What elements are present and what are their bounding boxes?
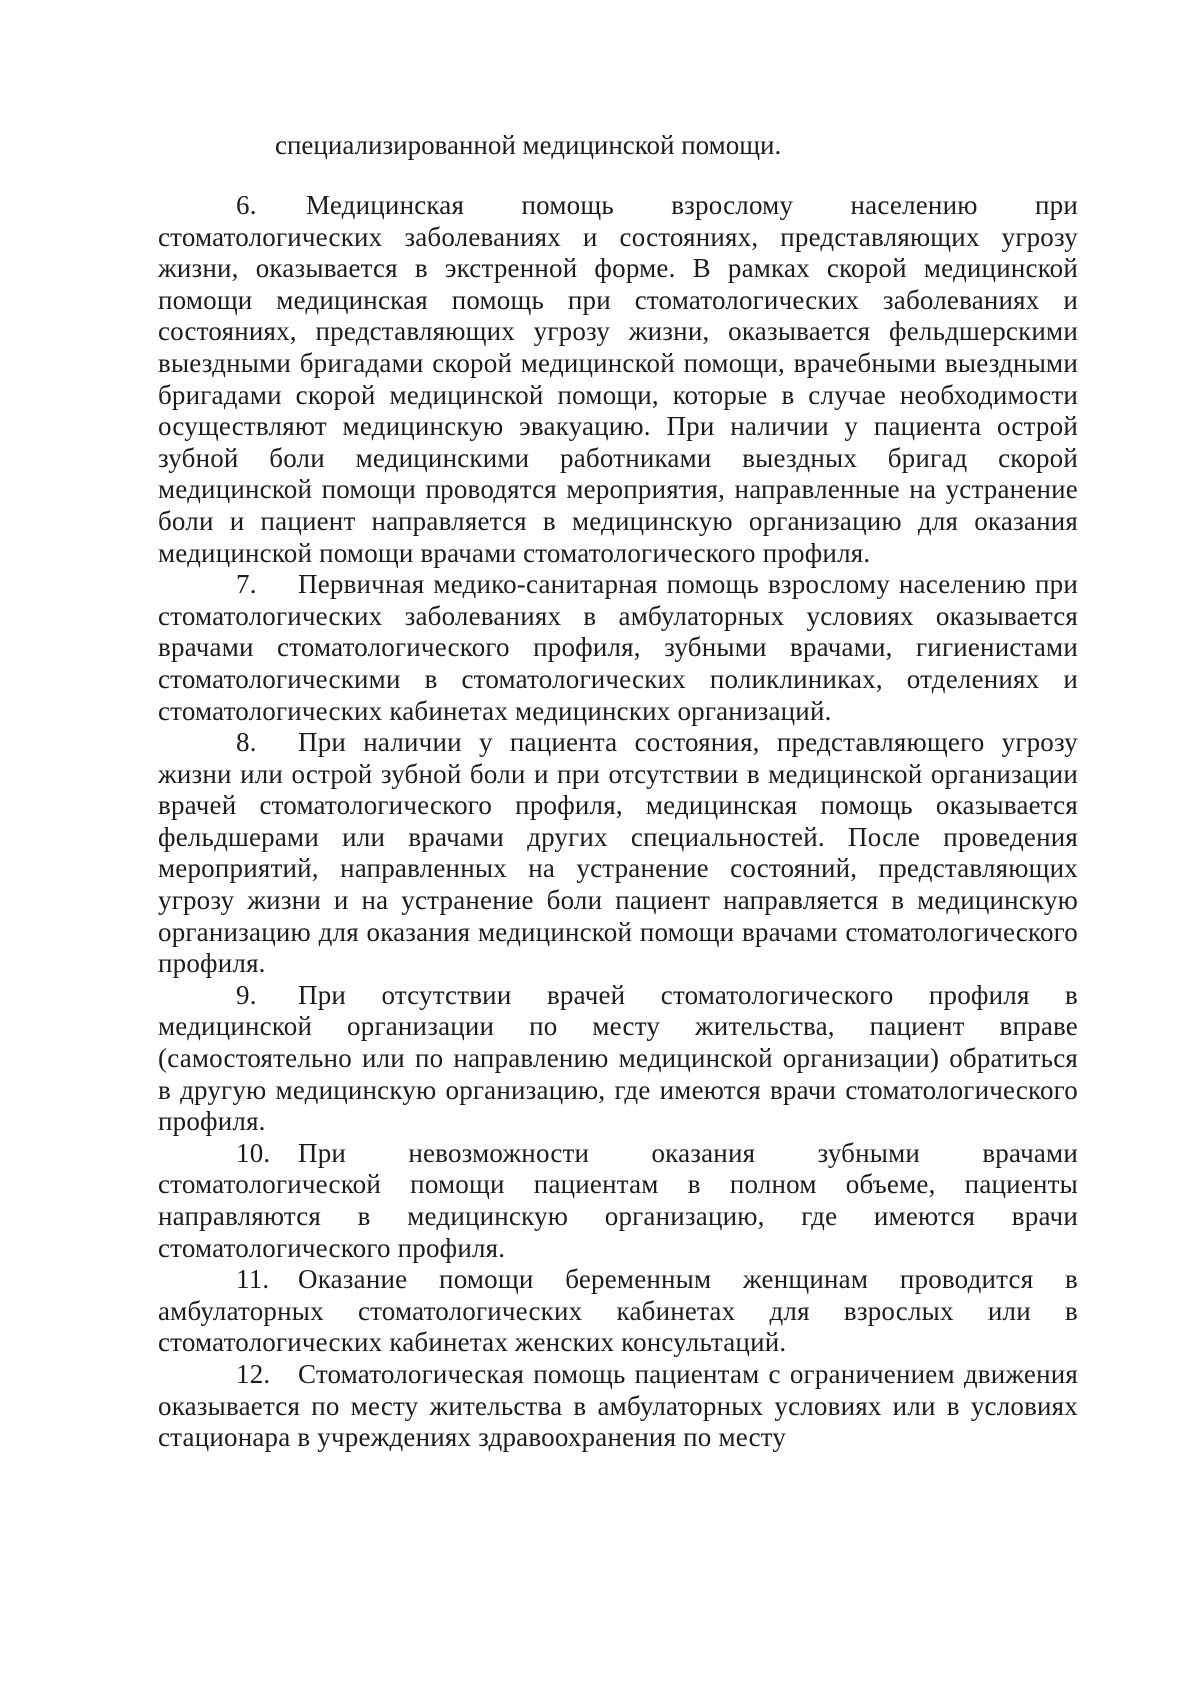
continuation-line: специализированной медицинской помощи. [275, 130, 782, 160]
item-number: 6. [236, 190, 257, 220]
item-text: При отсутствии врачей стоматологического профиля в медицинской организации по месту жительства, пациент вправе (самостоятельно или по направлению медицинской организации) обратиться в другую медицинскую организацию, где имеются врачи стоматологического профиля. [158, 979, 1078, 1137]
item-number: 10. [236, 1137, 271, 1168]
list-item-11 [158, 1264, 1078, 1359]
item-number: 11. [236, 1264, 270, 1295]
list-item-8 [158, 727, 1078, 980]
list-item-10 [158, 1138, 1078, 1264]
item-number: 9. [236, 979, 257, 1010]
item-text: При невозможности оказания зубными врачами стоматологической помощи пациентам в полном объеме, пациенты направляются в медицинскую организацию, где имеются врачи стоматологического профиля. [158, 1137, 1078, 1263]
list-item-9 [158, 980, 1078, 1138]
list-item-12 [158, 1359, 1078, 1454]
item-number: 7. [236, 569, 257, 600]
list-item-6 [158, 190, 1078, 569]
document-body [158, 190, 1078, 1454]
item-text: Оказание помощи беременным женщинам проводится в амбулаторных стоматологических кабинетах для взрослых или в стоматологических кабинетах женских консультаций. [158, 1264, 1078, 1358]
item-number: 8. [236, 727, 257, 758]
item-text: При наличии у пациента состояния, представляющего угрозу жизни или острой зубной боли и при отсутствии в медицинской организации врачей стоматологического профиля, медицинская помощь оказывается фельдшерами или врачами других специальностей. После проведения мероприятий, направленных на устранение состояний, представляющих угрозу жизни и на устранение боли пациент направляется в медицинскую организацию для оказания медицинской помощи врачами стоматологического профиля. [158, 727, 1078, 979]
list-item-7 [158, 569, 1078, 727]
item-text: Первичная медико-санитарная помощь взрослому населению при стоматологических заболеваниях в амбулаторных условиях оказывается врачами стоматологического профиля, зубными врачами, гигиенистами стоматологическими в стоматологических поликлиниках, отделениях и стоматологических кабинетах медицинских организаций. [158, 569, 1078, 726]
item-text: Медицинская помощь взрослому населению при стоматологических заболеваниях и состояниях, представляющих угрозу жизни, оказывается в экстренной форме. В рамках скорой медицинской помощи медицинская помощь при стоматологических заболеваниях и состояниях, представляющих угрозу жизни, оказывается фельдшерскими выездными бригадами скорой медицинской помощи, врачебными выездными бригадами скорой медицинской помощи, которые в случае необходимости осуществляют медицинскую эвакуацию. При наличии у пациента острой зубной боли медицинскими работниками выездных бригад скорой медицинской помощи проводятся мероприятия, направленные на устранение боли и пациент направляется в медицинскую организацию для оказания медицинской помощи врачами стоматологического профиля. [158, 190, 1078, 568]
item-text: Стоматологическая помощь пациентам с ограничением движения оказывается по месту жительства в амбулаторных условиях или в условиях стационара в учреждениях здравоохранения по месту [158, 1358, 1078, 1453]
item-number: 12. [236, 1358, 271, 1389]
